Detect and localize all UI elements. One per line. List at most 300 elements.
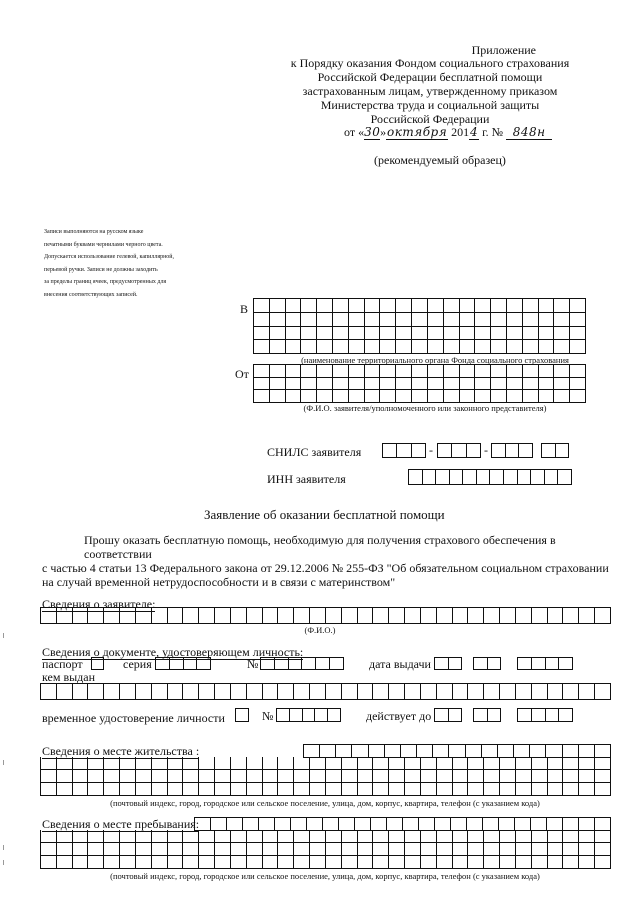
grid-cell[interactable] — [136, 757, 152, 770]
grid-cell[interactable] — [428, 365, 444, 378]
grid-cell[interactable] — [570, 327, 586, 341]
grid-cell[interactable] — [405, 830, 421, 843]
grid-cell[interactable] — [548, 684, 564, 700]
grid-cell[interactable] — [278, 830, 294, 843]
grid-cell[interactable] — [507, 390, 523, 403]
grid-cell[interactable] — [532, 830, 548, 843]
grid-cell[interactable] — [349, 299, 365, 313]
grid-cell[interactable] — [365, 299, 381, 313]
grid-cell[interactable] — [104, 856, 120, 869]
grid-cell[interactable] — [231, 757, 247, 770]
passport-number-boxes[interactable] — [260, 657, 344, 670]
grid-cell[interactable] — [278, 843, 294, 856]
grid-cell[interactable] — [199, 608, 215, 624]
grid-cell[interactable] — [278, 783, 294, 796]
grid-cell[interactable] — [405, 770, 421, 783]
grid-cell[interactable] — [317, 327, 333, 341]
grid-cell[interactable] — [373, 856, 389, 869]
grid-cell[interactable] — [317, 390, 333, 403]
grid-cell[interactable] — [358, 608, 374, 624]
grid-cell[interactable] — [421, 608, 437, 624]
grid-cell[interactable] — [554, 327, 570, 341]
grid-cell[interactable] — [475, 340, 491, 354]
grid-cell[interactable] — [342, 608, 358, 624]
grid-cell[interactable] — [412, 299, 428, 313]
grid-cell[interactable] — [254, 378, 270, 391]
grid-cell[interactable] — [41, 608, 57, 624]
grid-cell[interactable] — [484, 770, 500, 783]
grid-cell[interactable] — [595, 684, 611, 700]
issue-year-boxes[interactable] — [517, 657, 573, 670]
grid-cell[interactable] — [484, 684, 500, 700]
grid-cell[interactable] — [349, 390, 365, 403]
grid-cell[interactable] — [421, 830, 437, 843]
grid-cell[interactable] — [57, 856, 73, 869]
issued-by-grid[interactable] — [40, 683, 611, 700]
grid-cell[interactable] — [263, 783, 279, 796]
grid-cell[interactable] — [301, 299, 317, 313]
grid-cell[interactable] — [595, 830, 611, 843]
grid-cell[interactable] — [389, 856, 405, 869]
grid-cell[interactable] — [215, 843, 231, 856]
grid-cell[interactable] — [152, 608, 168, 624]
grid-cell[interactable] — [453, 684, 469, 700]
grid-cell[interactable] — [548, 757, 564, 770]
grid-cell[interactable] — [333, 378, 349, 391]
grid-cell[interactable] — [73, 783, 89, 796]
grid-cell[interactable] — [412, 378, 428, 391]
valid-day-boxes[interactable] — [434, 708, 462, 722]
grid-cell[interactable] — [373, 757, 389, 770]
grid-cell[interactable] — [579, 757, 595, 770]
grid-cell[interactable] — [563, 856, 579, 869]
grid-cell[interactable] — [41, 830, 57, 843]
grid-cell[interactable] — [152, 830, 168, 843]
grid-cell[interactable] — [136, 783, 152, 796]
stay-address-grid[interactable] — [40, 830, 611, 869]
grid-cell[interactable] — [428, 313, 444, 327]
grid-cell[interactable] — [516, 757, 532, 770]
grid-cell[interactable] — [120, 608, 136, 624]
grid-cell[interactable] — [73, 856, 89, 869]
grid-cell[interactable] — [532, 770, 548, 783]
snils-group-2[interactable] — [437, 443, 481, 458]
grid-cell[interactable] — [595, 757, 611, 770]
grid-cell[interactable] — [349, 378, 365, 391]
grid-cell[interactable] — [254, 299, 270, 313]
grid-cell[interactable] — [358, 757, 374, 770]
grid-cell[interactable] — [104, 608, 120, 624]
grid-cell[interactable] — [294, 608, 310, 624]
grid-cell[interactable] — [326, 783, 342, 796]
grid-cell[interactable] — [326, 770, 342, 783]
grid-cell[interactable] — [41, 856, 57, 869]
grid-cell[interactable] — [333, 390, 349, 403]
grid-cell[interactable] — [73, 684, 89, 700]
grid-cell[interactable] — [342, 830, 358, 843]
grid-cell[interactable] — [231, 608, 247, 624]
grid-cell[interactable] — [396, 327, 412, 341]
grid-cell[interactable] — [183, 757, 199, 770]
grid-cell[interactable] — [389, 770, 405, 783]
grid-cell[interactable] — [254, 313, 270, 327]
grid-cell[interactable] — [136, 684, 152, 700]
grid-cell[interactable] — [215, 684, 231, 700]
grid-cell[interactable] — [548, 783, 564, 796]
grid-cell[interactable] — [595, 843, 611, 856]
grid-cell[interactable] — [365, 378, 381, 391]
grid-cell[interactable] — [389, 843, 405, 856]
grid-cell[interactable] — [532, 757, 548, 770]
grid-cell[interactable] — [373, 843, 389, 856]
grid-cell[interactable] — [475, 327, 491, 341]
grid-cell[interactable] — [516, 770, 532, 783]
grid-cell[interactable] — [396, 390, 412, 403]
grid-cell[interactable] — [405, 843, 421, 856]
grid-cell[interactable] — [254, 340, 270, 354]
grid-cell[interactable] — [294, 684, 310, 700]
grid-cell[interactable] — [136, 830, 152, 843]
grid-cell[interactable] — [460, 327, 476, 341]
grid-cell[interactable] — [270, 299, 286, 313]
grid-cell[interactable] — [421, 757, 437, 770]
grid-cell[interactable] — [168, 757, 184, 770]
grid-cell[interactable] — [286, 378, 302, 391]
grid-cell[interactable] — [365, 313, 381, 327]
grid-cell[interactable] — [199, 684, 215, 700]
grid-cell[interactable] — [523, 365, 539, 378]
grid-cell[interactable] — [365, 365, 381, 378]
grid-cell[interactable] — [563, 843, 579, 856]
grid-cell[interactable] — [57, 830, 73, 843]
grid-cell[interactable] — [460, 378, 476, 391]
grid-cell[interactable] — [468, 830, 484, 843]
grid-cell[interactable] — [523, 390, 539, 403]
grid-cell[interactable] — [373, 783, 389, 796]
grid-cell[interactable] — [349, 313, 365, 327]
grid-cell[interactable] — [342, 684, 358, 700]
grid-cell[interactable] — [444, 299, 460, 313]
grid-cell[interactable] — [507, 299, 523, 313]
grid-cell[interactable] — [380, 378, 396, 391]
grid-cell[interactable] — [317, 299, 333, 313]
grid-cell[interactable] — [437, 770, 453, 783]
grid-cell[interactable] — [342, 770, 358, 783]
grid-cell[interactable] — [270, 313, 286, 327]
grid-cell[interactable] — [294, 783, 310, 796]
grid-cell[interactable] — [88, 608, 104, 624]
grid-cell[interactable] — [301, 365, 317, 378]
grid-cell[interactable] — [532, 856, 548, 869]
grid-cell[interactable] — [168, 684, 184, 700]
grid-cell[interactable] — [365, 327, 381, 341]
grid-cell[interactable] — [333, 327, 349, 341]
grid-cell[interactable] — [231, 843, 247, 856]
grid-cell[interactable] — [539, 299, 555, 313]
grid-cell[interactable] — [453, 770, 469, 783]
grid-cell[interactable] — [310, 684, 326, 700]
grid-cell[interactable] — [491, 378, 507, 391]
grid-cell[interactable] — [421, 770, 437, 783]
grid-cell[interactable] — [120, 830, 136, 843]
series-boxes[interactable] — [155, 657, 211, 670]
grid-cell[interactable] — [453, 757, 469, 770]
grid-cell[interactable] — [263, 770, 279, 783]
grid-cell[interactable] — [491, 340, 507, 354]
grid-cell[interactable] — [199, 783, 215, 796]
grid-cell[interactable] — [460, 313, 476, 327]
grid-cell[interactable] — [199, 830, 215, 843]
grid-cell[interactable] — [247, 770, 263, 783]
grid-cell[interactable] — [437, 757, 453, 770]
grid-cell[interactable] — [215, 783, 231, 796]
grid-cell[interactable] — [373, 830, 389, 843]
grid-cell[interactable] — [380, 299, 396, 313]
grid-cell[interactable] — [57, 757, 73, 770]
snils-group-1[interactable] — [382, 443, 426, 458]
grid-cell[interactable] — [468, 684, 484, 700]
grid-cell[interactable] — [294, 856, 310, 869]
grid-cell[interactable] — [270, 340, 286, 354]
grid-cell[interactable] — [548, 856, 564, 869]
grid-cell[interactable] — [437, 830, 453, 843]
grid-cell[interactable] — [405, 783, 421, 796]
grid-cell[interactable] — [460, 365, 476, 378]
grid-cell[interactable] — [475, 313, 491, 327]
valid-year-boxes[interactable] — [517, 708, 573, 722]
grid-cell[interactable] — [380, 390, 396, 403]
grid-cell[interactable] — [579, 770, 595, 783]
grid-cell[interactable] — [380, 365, 396, 378]
grid-cell[interactable] — [468, 608, 484, 624]
grid-cell[interactable] — [270, 390, 286, 403]
grid-cell[interactable] — [412, 390, 428, 403]
grid-cell[interactable] — [539, 313, 555, 327]
grid-cell[interactable] — [491, 365, 507, 378]
grid-cell[interactable] — [215, 856, 231, 869]
grid-cell[interactable] — [396, 378, 412, 391]
grid-cell[interactable] — [563, 770, 579, 783]
grid-cell[interactable] — [500, 757, 516, 770]
grid-cell[interactable] — [373, 684, 389, 700]
grid-cell[interactable] — [523, 340, 539, 354]
grid-cell[interactable] — [136, 770, 152, 783]
grid-cell[interactable] — [484, 856, 500, 869]
grid-cell[interactable] — [104, 684, 120, 700]
grid-cell[interactable] — [254, 327, 270, 341]
grid-cell[interactable] — [301, 313, 317, 327]
grid-cell[interactable] — [294, 830, 310, 843]
grid-cell[interactable] — [247, 757, 263, 770]
grid-cell[interactable] — [570, 299, 586, 313]
grid-cell[interactable] — [579, 608, 595, 624]
grid-cell[interactable] — [231, 783, 247, 796]
grid-cell[interactable] — [484, 830, 500, 843]
grid-cell[interactable] — [444, 340, 460, 354]
grid-cell[interactable] — [333, 299, 349, 313]
grid-cell[interactable] — [104, 783, 120, 796]
grid-cell[interactable] — [326, 684, 342, 700]
grid-cell[interactable] — [152, 783, 168, 796]
grid-cell[interactable] — [500, 830, 516, 843]
grid-cell[interactable] — [168, 843, 184, 856]
grid-cell[interactable] — [563, 608, 579, 624]
grid-cell[interactable] — [152, 856, 168, 869]
grid-cell[interactable] — [358, 843, 374, 856]
grid-cell[interactable] — [294, 770, 310, 783]
grid-cell[interactable] — [247, 608, 263, 624]
grid-cell[interactable] — [301, 378, 317, 391]
grid-cell[interactable] — [389, 783, 405, 796]
grid-cell[interactable] — [500, 684, 516, 700]
grid-cell[interactable] — [554, 299, 570, 313]
grid-cell[interactable] — [333, 365, 349, 378]
grid-cell[interactable] — [389, 830, 405, 843]
grid-cell[interactable] — [484, 757, 500, 770]
grid-cell[interactable] — [215, 830, 231, 843]
grid-cell[interactable] — [73, 843, 89, 856]
grid-cell[interactable] — [523, 313, 539, 327]
grid-cell[interactable] — [554, 313, 570, 327]
grid-cell[interactable] — [231, 830, 247, 843]
residence-address-grid[interactable] — [40, 757, 611, 796]
grid-cell[interactable] — [310, 783, 326, 796]
grid-cell[interactable] — [120, 770, 136, 783]
grid-cell[interactable] — [349, 340, 365, 354]
grid-cell[interactable] — [263, 830, 279, 843]
grid-cell[interactable] — [286, 313, 302, 327]
grid-cell[interactable] — [548, 830, 564, 843]
grid-cell[interactable] — [396, 299, 412, 313]
grid-cell[interactable] — [310, 757, 326, 770]
grid-cell[interactable] — [539, 390, 555, 403]
grid-cell[interactable] — [342, 783, 358, 796]
grid-cell[interactable] — [579, 830, 595, 843]
snils-group-3[interactable] — [491, 443, 533, 458]
to-authority-grid[interactable] — [253, 298, 586, 354]
grid-cell[interactable] — [475, 365, 491, 378]
grid-cell[interactable] — [516, 830, 532, 843]
grid-cell[interactable] — [183, 783, 199, 796]
grid-cell[interactable] — [183, 856, 199, 869]
grid-cell[interactable] — [405, 757, 421, 770]
grid-cell[interactable] — [570, 340, 586, 354]
grid-cell[interactable] — [301, 340, 317, 354]
grid-cell[interactable] — [453, 843, 469, 856]
grid-cell[interactable] — [333, 313, 349, 327]
grid-cell[interactable] — [539, 378, 555, 391]
grid-cell[interactable] — [373, 608, 389, 624]
grid-cell[interactable] — [523, 327, 539, 341]
grid-cell[interactable] — [396, 313, 412, 327]
grid-cell[interactable] — [563, 830, 579, 843]
grid-cell[interactable] — [437, 608, 453, 624]
grid-cell[interactable] — [516, 856, 532, 869]
grid-cell[interactable] — [548, 770, 564, 783]
grid-cell[interactable] — [270, 378, 286, 391]
grid-cell[interactable] — [570, 390, 586, 403]
grid-cell[interactable] — [41, 684, 57, 700]
grid-cell[interactable] — [507, 340, 523, 354]
grid-cell[interactable] — [317, 340, 333, 354]
grid-cell[interactable] — [437, 856, 453, 869]
grid-cell[interactable] — [168, 608, 184, 624]
grid-cell[interactable] — [579, 856, 595, 869]
grid-cell[interactable] — [358, 856, 374, 869]
grid-cell[interactable] — [421, 684, 437, 700]
grid-cell[interactable] — [317, 378, 333, 391]
grid-cell[interactable] — [389, 757, 405, 770]
grid-cell[interactable] — [389, 608, 405, 624]
grid-cell[interactable] — [57, 608, 73, 624]
grid-cell[interactable] — [286, 327, 302, 341]
grid-cell[interactable] — [326, 757, 342, 770]
temp-id-number-boxes[interactable] — [276, 708, 341, 722]
grid-cell[interactable] — [263, 757, 279, 770]
grid-cell[interactable] — [516, 684, 532, 700]
grid-cell[interactable] — [199, 757, 215, 770]
grid-cell[interactable] — [523, 378, 539, 391]
grid-cell[interactable] — [41, 783, 57, 796]
grid-cell[interactable] — [428, 340, 444, 354]
grid-cell[interactable] — [88, 684, 104, 700]
grid-cell[interactable] — [294, 757, 310, 770]
grid-cell[interactable] — [563, 684, 579, 700]
grid-cell[interactable] — [491, 313, 507, 327]
grid-cell[interactable] — [199, 770, 215, 783]
grid-cell[interactable] — [310, 770, 326, 783]
grid-cell[interactable] — [286, 390, 302, 403]
grid-cell[interactable] — [263, 608, 279, 624]
grid-cell[interactable] — [152, 684, 168, 700]
grid-cell[interactable] — [326, 830, 342, 843]
grid-cell[interactable] — [412, 327, 428, 341]
grid-cell[interactable] — [168, 770, 184, 783]
grid-cell[interactable] — [380, 327, 396, 341]
grid-cell[interactable] — [183, 608, 199, 624]
grid-cell[interactable] — [263, 684, 279, 700]
grid-cell[interactable] — [286, 340, 302, 354]
grid-cell[interactable] — [548, 608, 564, 624]
grid-cell[interactable] — [152, 843, 168, 856]
grid-cell[interactable] — [484, 783, 500, 796]
grid-cell[interactable] — [310, 608, 326, 624]
grid-cell[interactable] — [104, 757, 120, 770]
grid-cell[interactable] — [484, 608, 500, 624]
grid-cell[interactable] — [500, 783, 516, 796]
applicant-name-grid[interactable] — [40, 607, 611, 624]
grid-cell[interactable] — [286, 299, 302, 313]
grid-cell[interactable] — [349, 365, 365, 378]
grid-cell[interactable] — [310, 843, 326, 856]
valid-month-boxes[interactable] — [473, 708, 501, 722]
grid-cell[interactable] — [460, 340, 476, 354]
grid-cell[interactable] — [539, 327, 555, 341]
grid-cell[interactable] — [183, 843, 199, 856]
grid-cell[interactable] — [491, 327, 507, 341]
grid-cell[interactable] — [516, 783, 532, 796]
grid-cell[interactable] — [570, 365, 586, 378]
grid-cell[interactable] — [421, 843, 437, 856]
grid-cell[interactable] — [183, 770, 199, 783]
grid-cell[interactable] — [554, 378, 570, 391]
grid-cell[interactable] — [104, 843, 120, 856]
grid-cell[interactable] — [88, 783, 104, 796]
grid-cell[interactable] — [500, 843, 516, 856]
grid-cell[interactable] — [317, 365, 333, 378]
grid-cell[interactable] — [247, 684, 263, 700]
grid-cell[interactable] — [120, 757, 136, 770]
